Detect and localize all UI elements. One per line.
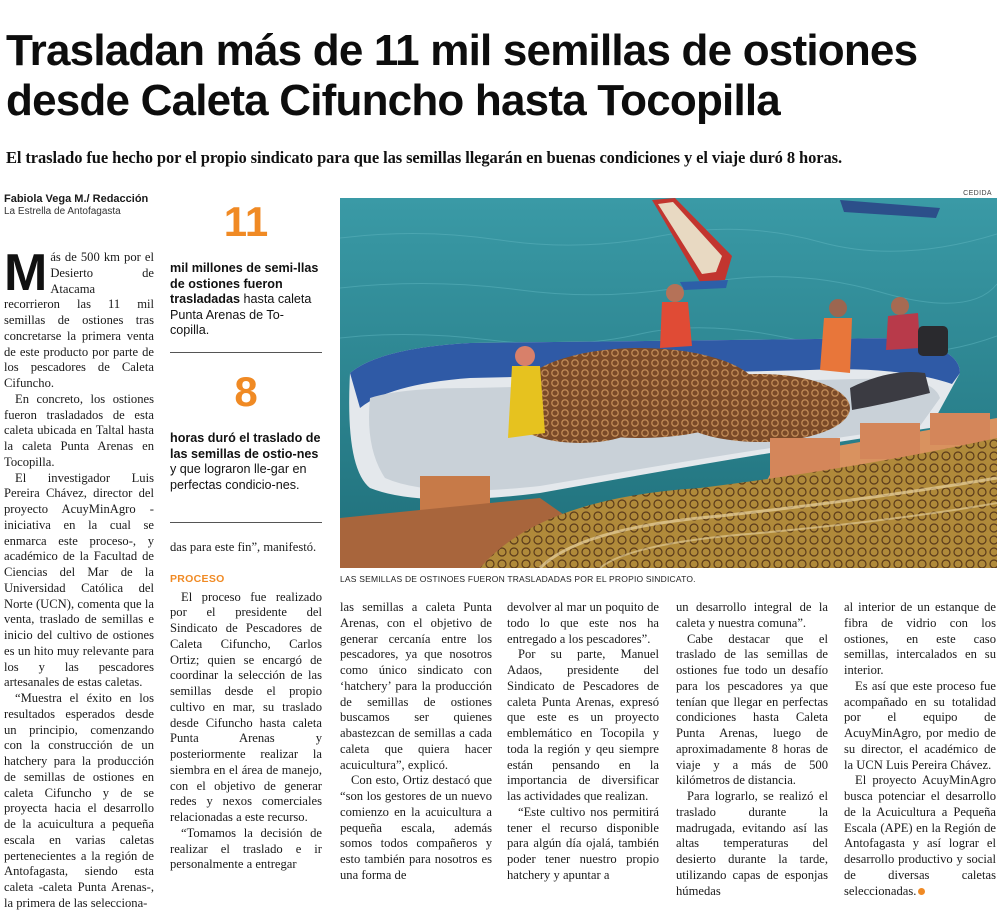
news-photo: [340, 198, 997, 568]
paragraph: El proyecto AcuyMinAgro busca potenciar el desarrollo de la Acuicultura a Pequeña Escala (APE) en la Región de Antofagasta y así lograr el desarrollo productivo y social de diversas caletas seleccionadas.: [844, 773, 996, 898]
drop-cap: M: [4, 244, 48, 302]
paragraph: “Tomamos la decisión de realizar el traslado e ir personalmente a entregar: [170, 825, 322, 872]
headline: [6, 26, 998, 126]
divider: [170, 352, 322, 353]
stat-box-2: [170, 370, 322, 493]
photo-caption: LAS SEMILLAS DE OSTINOES FUERON TRASLADADAS POR EL PROPIO SINDICATO.: [340, 574, 696, 584]
section-label: PROCESO: [170, 572, 225, 585]
paragraph: Por su parte, Manuel Adaos, presidente del Sindicato de Pescadores de caleta Punta Arenas, expresó que este es un proyecto emblemático en Tocopila y toda la región y qeu siempre están pensando en la importancia de diversificar las actividades que realizan.: [507, 647, 659, 803]
paragraph: das para este fin”, manifestó.: [170, 540, 317, 554]
article-column-3: [340, 600, 492, 884]
paragraph: Cabe destacar que el traslado de las semillas de ostiones fue todo un desafío para los pescadores ya que tenían que llegar en perfectas condiciones hasta Caleta Punta Arenas, luego de aproximadamente 8 horas de viaje y a más de 500 kilómetros de distancia.: [676, 631, 828, 788]
end-mark-icon: [918, 888, 925, 895]
lead-paragraph: Más de 500 km por el Desierto de Atacama recorrieron las 11 mil semillas de ostiones tras concretarse la primera venta de este producto por parte de los pescadores de Caleta Cifuncho.: [4, 244, 154, 390]
divider: [170, 522, 322, 523]
paragraph: al interior de un estanque de fibra de vidrio con los ostiones, en este caso semillas, intercalados en su interior.: [844, 600, 996, 677]
paragraph: un desarrollo integral de la caleta y nuestra comuna”.: [676, 600, 828, 630]
stat-text: mil millones de semi-llas de ostiones fueron trasladadas hasta caleta Punta Arenas de To-copilla.: [170, 261, 319, 337]
boat-scene-illustration: [340, 198, 997, 568]
paragraph: “Este cultivo nos permitirá tener el recurso disponible para algún día ojalá, también poder tener nuestro propio hatchery y apuntar a: [507, 804, 659, 882]
article-column-1: [4, 244, 154, 912]
paragraph: Es así que este proceso fue acompañado en su totalidad por el equipo de AcuyMinAgro, por medio de su director, el académico de la UCN Luis Pereira Chávez.: [844, 678, 996, 772]
paragraph: Para lograrlo, se realizó el traslado durante la madrugada, evitando así las altas temperaturas del desierto durante la tarde, utilizando capas de esponjas húmedas: [676, 789, 828, 898]
article-column-4: [507, 600, 659, 884]
paragraph: En concreto, los ostiones fueron trasladados de esta caleta ubicada en Taltal hasta la caleta Punta Arenas en Tocopilla.: [4, 391, 154, 469]
byline-author: Fabiola Vega M./ Redacción: [4, 193, 149, 205]
headline-line-1: Trasladan más de 11 mil semillas de ostiones: [6, 26, 918, 75]
article-column-5: [676, 600, 828, 899]
photo-credit: CEDIDA: [963, 190, 992, 197]
paragraph: las semillas a caleta Punta Arenas, con el objetivo de generar cercanía entre los pescadores, ya que nosotros como único sindicato con ‘hatchery’ para la producción de semillas de ostiones buscamos ser quienes abastezcan de semillas a cada caleta que quiera hacer acuicultura”, explicó.: [340, 600, 492, 772]
byline-outlet: La Estrella de Antofagasta: [4, 206, 121, 217]
subheadline: El traslado fue hecho por el propio sindicato para que las semillas llegarán en buenas condiciones y el viaje duró 8 horas.: [6, 148, 842, 167]
paragraph: Con esto, Ortiz destacó que “son los gestores de un nuevo comienzo en la acuicultura a pequeña escala, además somos todos compañeros y esto también para nosotros es una forma de: [340, 773, 492, 882]
stat-number: 11: [223, 198, 269, 245]
byline: [4, 193, 169, 218]
headline-line-2: desde Caleta Cifuncho hasta Tocopilla: [6, 76, 780, 125]
stat-box-1: [170, 200, 322, 339]
stat-text: horas duró el traslado de las semillas de ostio-nes y que lograron lle-gar en perfectas condicio-nes.: [170, 431, 321, 492]
paragraph: devolver al mar un poquito de todo lo que este nos ha entregado a los pescadores”.: [507, 600, 659, 646]
paragraph: El proceso fue realizado por el presidente del Sindicato de Pescadores de Caleta Cifuncho, Carlos Ortiz; quien se encargó de coordinar la selección de las semillas desde el propio cultivo en mar, su traslado desde Cifuncho hasta caleta Punta Arenas y posteriormente realizar la siembra en el área de manejo, con el objetivo de generar redes y nexos comerciales relacionadas a este recurso.: [170, 589, 322, 824]
article-column-6: [844, 600, 996, 899]
article-column-2: [170, 540, 322, 873]
paragraph: El investigador Luis Pereira Chávez, director del proyecto AcuyMinAgro -iniciativa en la cual se enmarca este proceso-, y académico de la Facultad de Ciencias del Mar de la Universidad Católica del Norte (UCN), comenta que la venta, traslado de semillas e inicio del cultivo de ostiones es un hito muy relevante para los y las pescadores artesanales de estas caletas.: [4, 470, 154, 690]
paragraph: “Muestra el éxito en los resultados esperados desde un principio, comenzando con la construcción de un hatchery para la producción de semillas de ostiones en caleta Cifuncho y de se proyecta hacia el desarrollo de la acuicultura a pequeña escala en varias caletas pertenecientes a la región de Antofagasta, siendo esta caleta -caleta Punta Arenas-, la primera de las selecciona-: [4, 691, 154, 910]
stat-number: 8: [234, 368, 258, 415]
